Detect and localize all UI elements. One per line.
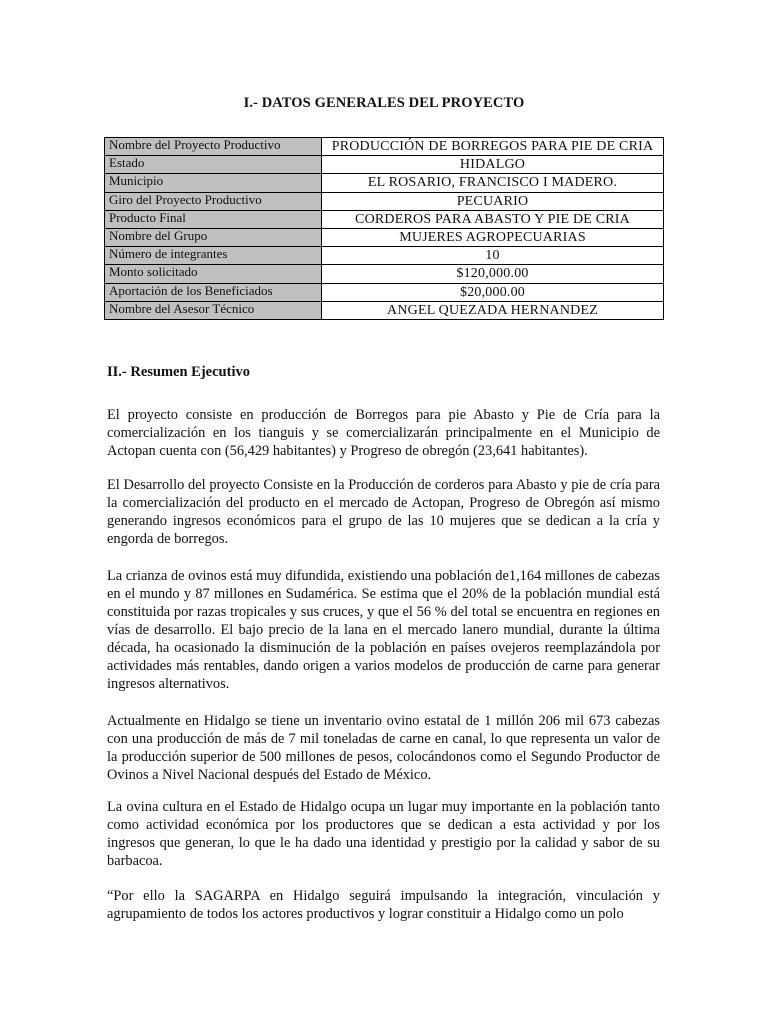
table-row bbox=[105, 247, 664, 265]
row-value: PECUARIO bbox=[322, 192, 664, 210]
row-label: Producto Final bbox=[105, 210, 322, 228]
row-label: Aportación de los Beneficiados bbox=[105, 283, 322, 301]
row-value: $120,000.00 bbox=[322, 265, 664, 283]
paragraph: Actualmente en Hidalgo se tiene un inventario ovino estatal de 1 millón 206 mil 673 cabezas con una producción de más de 7 mil toneladas de carne en canal, lo que representa un valor de la producción superior de 500 millones de pesos, colocándonos como el Segundo Productor de Ovinos a Nivel Nacional después del Estado de México. bbox=[107, 713, 660, 783]
row-label: Estado bbox=[105, 156, 322, 174]
row-value: PRODUCCIÓN DE BORREGOS PARA PIE DE CRIA bbox=[322, 138, 664, 156]
row-value: EL ROSARIO, FRANCISCO I MADERO. bbox=[322, 174, 664, 192]
section-heading: II.- Resumen Ejecutivo bbox=[107, 364, 250, 380]
row-value: $20,000.00 bbox=[322, 283, 664, 301]
row-value: HIDALGO bbox=[322, 156, 664, 174]
row-value: ANGEL QUEZADA HERNANDEZ bbox=[322, 301, 664, 319]
project-data-table bbox=[104, 137, 664, 320]
row-value: MUJERES AGROPECUARIAS bbox=[322, 228, 664, 246]
table-row bbox=[105, 265, 664, 283]
row-label: Municipio bbox=[105, 174, 322, 192]
paragraph: El Desarrollo del proyecto Consiste en la Producción de corderos para Abasto y pie de cría para la comercialización del producto en el mercado de Actopan, Progreso de Obregón así mismo generando ingresos económicos para el grupo de las 10 mujeres que se dedican a la cría y engorda de borregos. bbox=[107, 477, 660, 547]
row-value: CORDEROS PARA ABASTO Y PIE DE CRIA bbox=[322, 210, 664, 228]
table-row bbox=[105, 210, 664, 228]
document-title: I.- DATOS GENERALES DEL PROYECTO bbox=[243, 95, 525, 111]
row-value: 10 bbox=[322, 247, 664, 265]
table-row bbox=[105, 156, 664, 174]
paragraph: La crianza de ovinos está muy difundida, existiendo una población de1,164 millones de cabezas en el mundo y 87 millones en Sudamérica. Se estima que el 20% de la población mundial está constituida por razas tropicales y sus cruces, y que el 56 % del total se encuentra en regiones en vías de desarrollo. El bajo precio de la lana en el mercado lanero mundial, durante la última década, ha ocasionado la disminución de la población en países ovejeros reemplazándola por actividades más rentables, dando origen a varios modelos de producción de carne para generar ingresos alternativos. bbox=[107, 568, 660, 692]
row-label: Nombre del Asesor Técnico bbox=[105, 301, 322, 319]
table-row bbox=[105, 228, 664, 246]
table-row bbox=[105, 283, 664, 301]
row-label: Giro del Proyecto Productivo bbox=[105, 192, 322, 210]
row-label: Nombre del Grupo bbox=[105, 228, 322, 246]
paragraph: La ovina cultura en el Estado de Hidalgo ocupa un lugar muy importante en la población tanto como actividad económica por los productores que se dedican a esta actividad y por los ingresos que generan, lo que le ha dado una identidad y prestigio por la calidad y sabor de su barbacoa. bbox=[107, 799, 660, 869]
row-label: Monto solicitado bbox=[105, 265, 322, 283]
paragraph: “Por ello la SAGARPA en Hidalgo seguirá impulsando la integración, vinculación y agrupamiento de todos los actores productivos y lograr constituir a Hidalgo como un polo bbox=[107, 888, 660, 922]
table-row bbox=[105, 301, 664, 319]
table-row bbox=[105, 174, 664, 192]
row-label: Nombre del Proyecto Productivo bbox=[105, 138, 322, 156]
table-row bbox=[105, 138, 664, 156]
row-label: Número de integrantes bbox=[105, 247, 322, 265]
table-row bbox=[105, 192, 664, 210]
paragraph: El proyecto consiste en producción de Borregos para pie Abasto y Pie de Cría para la comercialización en los tianguis y se comercializarán principalmente en el Municipio de Actopan cuenta con (56,429 habitantes) y Progreso de obregón (23,641 habitantes). bbox=[107, 407, 660, 459]
